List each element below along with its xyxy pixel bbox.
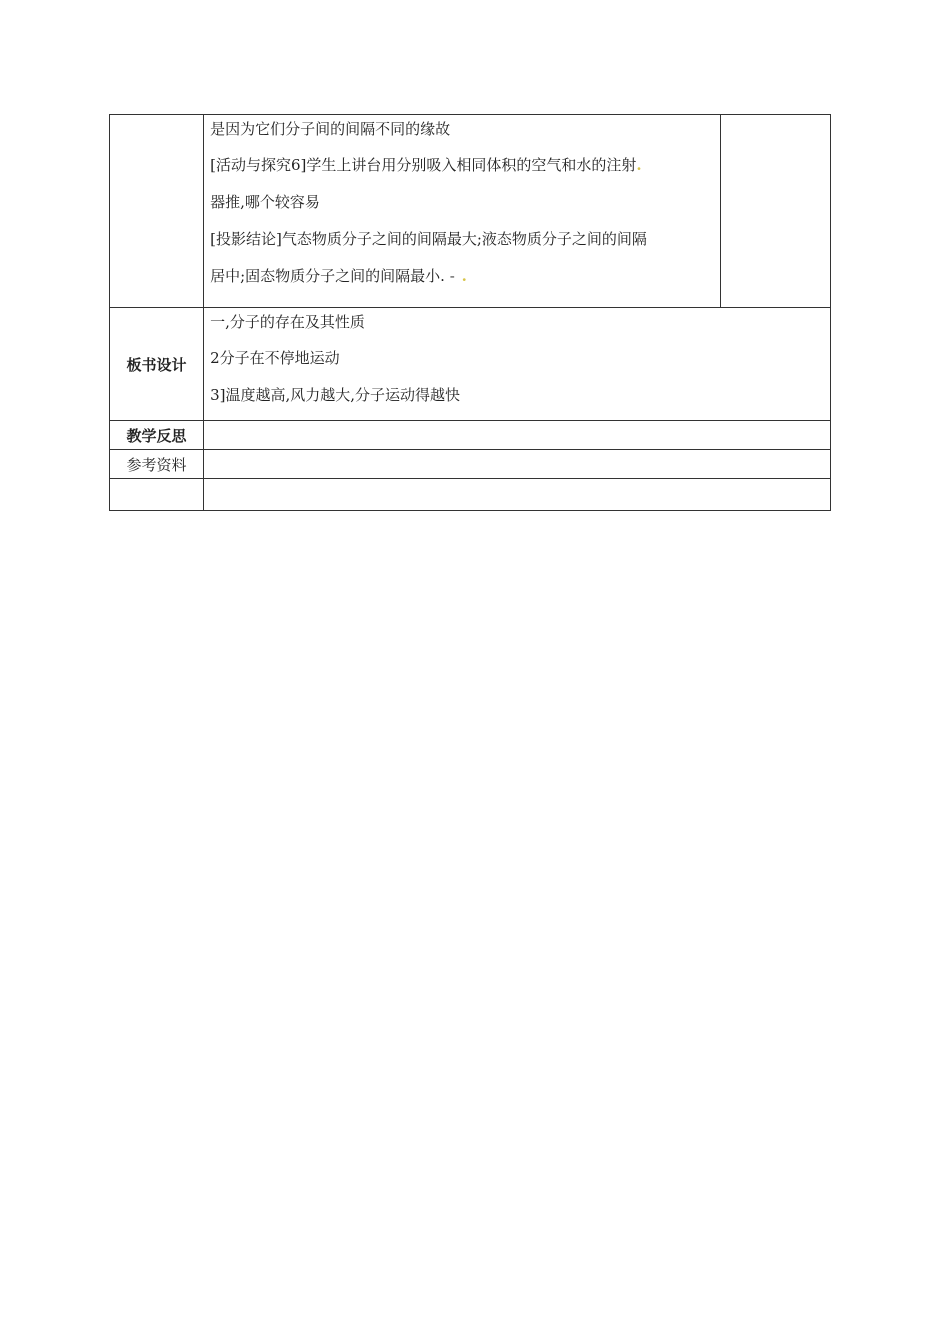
yellow-dot-mark: . — [636, 156, 642, 174]
board-design-row — [110, 308, 831, 421]
references-row — [110, 450, 831, 479]
empty-row — [110, 479, 831, 511]
lesson-line-3: 器推,哪个较容易 — [210, 193, 320, 211]
teaching-reflection-content — [204, 421, 831, 450]
lesson-line-4: [投影结论]气态物质分子之间的间隔最大;液态物质分子之间的间隔 — [210, 230, 647, 248]
board-design-label: 板书设计 — [110, 308, 204, 421]
board-design-content — [204, 308, 831, 421]
references-label: 参考资料 — [110, 450, 204, 479]
lesson-process-row — [110, 115, 831, 308]
lesson-plan-table — [109, 114, 831, 511]
lesson-line-2 — [210, 147, 714, 184]
board-line-3: 3]温度越高,风力越大,分子运动得越快 — [210, 386, 461, 404]
teaching-reflection-label: 教学反思 — [110, 421, 204, 450]
lesson-line-5 — [210, 258, 714, 295]
board-line-2: 2分子在不停地运动 — [210, 349, 340, 367]
empty-content-cell — [204, 479, 831, 511]
lesson-content-cell — [204, 115, 721, 308]
dash-mark: - — [449, 267, 457, 285]
empty-label-cell — [110, 479, 204, 511]
references-content — [204, 450, 831, 479]
lesson-line-5-text: 居中;固态物质分子之间的间隔最小. — [210, 267, 445, 285]
lesson-line-1: 是因为它们分子间的间隔不同的缘故 — [210, 120, 451, 138]
teaching-reflection-row — [110, 421, 831, 450]
lesson-side-cell — [720, 115, 830, 308]
lesson-label-cell — [110, 115, 204, 308]
lesson-line-2-text: [活动与探究6]学生上讲台用分别吸入相同体积的空气和水的注射 — [210, 156, 637, 174]
yellow-dot-mark: . — [461, 267, 467, 285]
board-line-1: 一,分子的存在及其性质 — [210, 313, 365, 331]
